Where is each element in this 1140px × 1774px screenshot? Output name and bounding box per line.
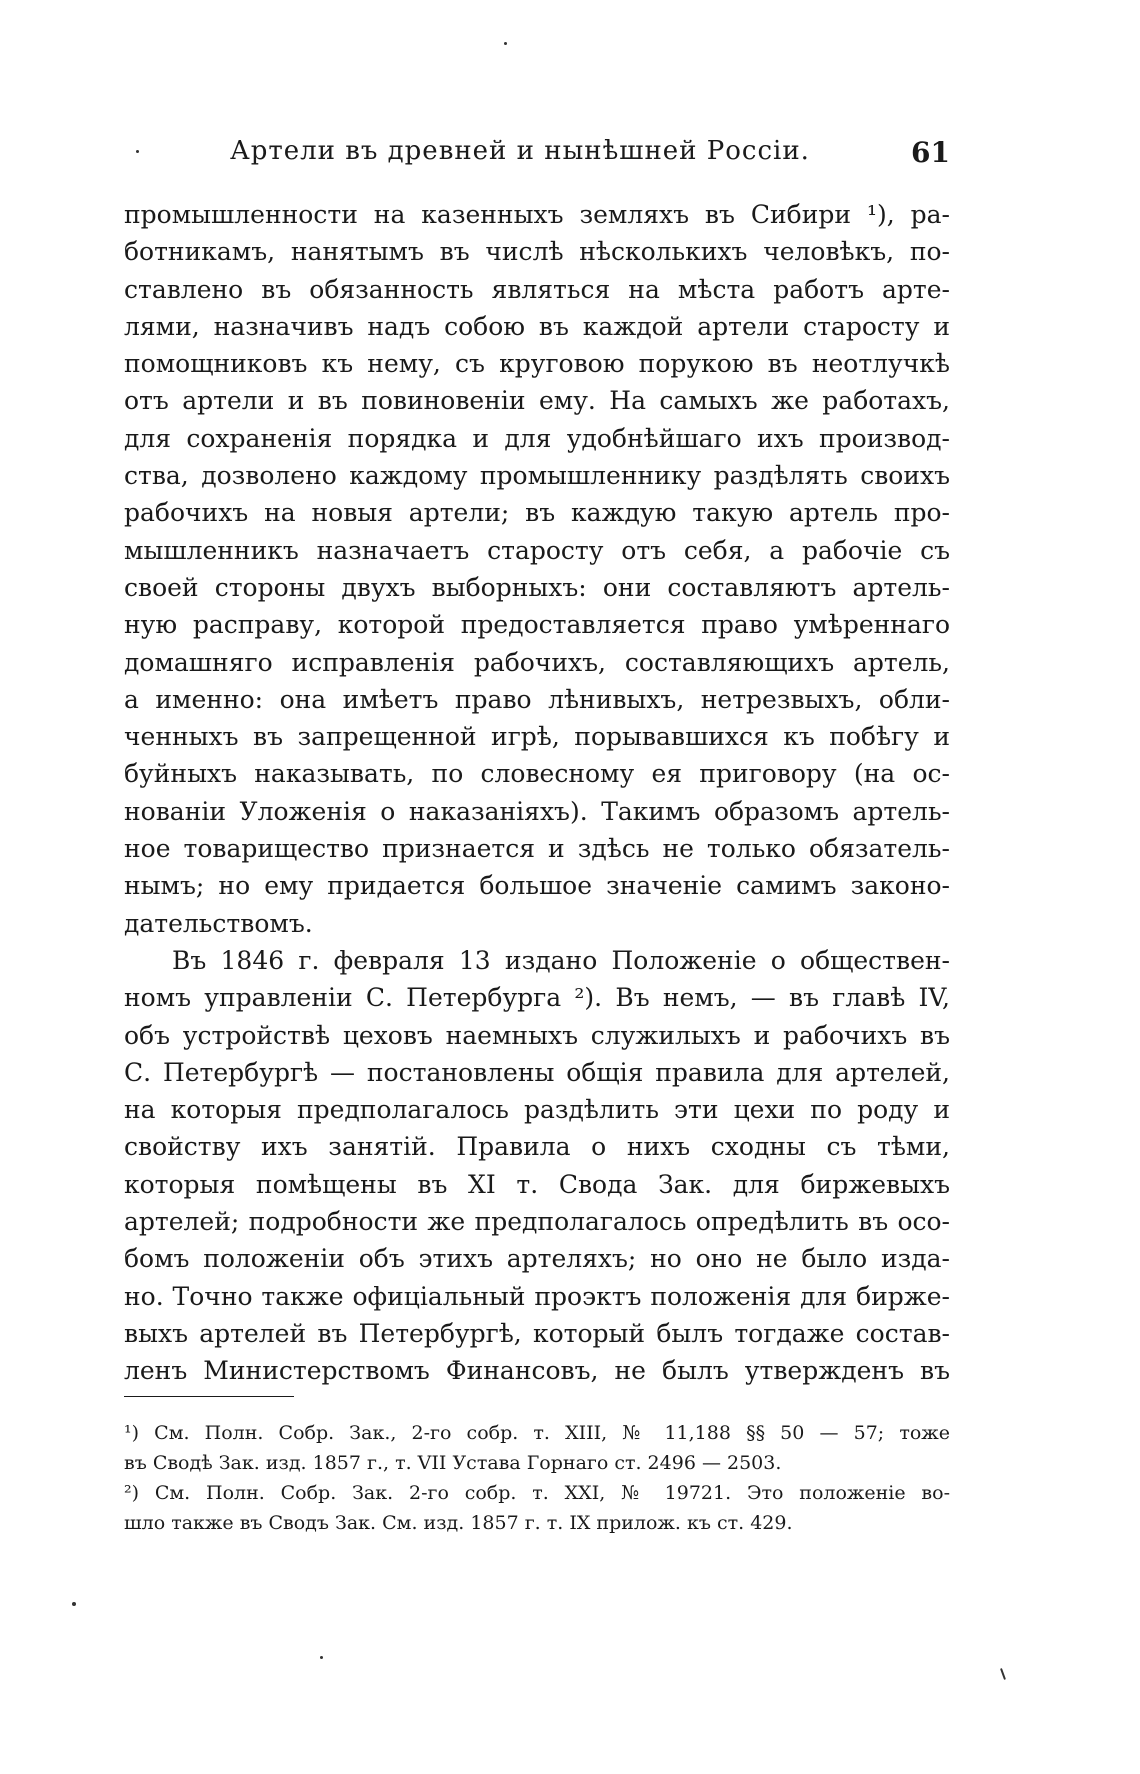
running-title: Артели въ древней и нынѣшней Россіи.	[230, 136, 810, 166]
footnote-line: шло также въ Сводъ Зак. См. изд. 1857 г. т. IX прилож. къ ст. 429.	[124, 1512, 793, 1534]
text-line: артелей; подробности же предполагалось опредѣлить въ осо-	[124, 1207, 950, 1237]
text-line: отъ артели и въ повиновеніи ему. На самыхъ же работахъ,	[124, 386, 950, 416]
text-line: помощниковъ къ нему, съ круговою порукою въ неотлучкѣ	[124, 349, 950, 379]
text-line: промышленности на казенныхъ земляхъ въ Сибири ¹), ра-	[124, 200, 950, 229]
footnotes	[124, 1418, 950, 1538]
text-line: для сохраненія порядка и для удобнѣйшаго ихъ производ-	[124, 423, 950, 453]
text-line: свойству ихъ занятій. Правила о нихъ сходны съ тѣми,	[124, 1132, 950, 1162]
footnote-divider	[124, 1396, 294, 1397]
text-line: нымъ; но ему придается большое значеніе самимъ законо-	[124, 871, 950, 901]
footnote-line: ²) См. Полн. Собр. Зак. 2-го собр. т. XXI, № 19721. Это положеніе во-	[124, 1482, 950, 1504]
text-line: а именно: она имѣетъ право лѣнивыхъ, нетрезвыхъ, обли-	[124, 684, 950, 714]
page-header	[230, 136, 950, 176]
text-line: буйныхъ наказывать, по словесному ея приговору (на ос-	[124, 759, 950, 789]
text-line: ботникамъ, нанятымъ въ числѣ нѣсколькихъ человѣкъ, по-	[124, 237, 950, 267]
text-line: своей стороны двухъ выборныхъ: они составляютъ артель-	[124, 572, 950, 602]
text-line: объ устройствѣ цеховъ наемныхъ служилыхъ и рабочихъ въ	[124, 1020, 950, 1050]
text-line: С. Петербургѣ — постановлены общія правила для артелей,	[124, 1057, 950, 1087]
text-line: бомъ положеніи объ этихъ артеляхъ; но оно не было изда-	[124, 1244, 950, 1274]
page-number: 61	[911, 136, 950, 169]
paragraph-end-line: дательствомъ.	[124, 908, 313, 938]
text-line: ную расправу, которой предоставляется право умѣреннаго	[124, 610, 950, 640]
text-line: мышленникъ назначаетъ старосту отъ себя, а рабочіе съ	[124, 535, 950, 565]
scan-speck	[1000, 1668, 1006, 1680]
text-line: нованіи Уложенія о наказаніяхъ). Такимъ образомъ артель-	[124, 796, 950, 826]
text-line: которыя помѣщены въ XI т. Свода Зак. для биржевыхъ	[124, 1169, 950, 1199]
scan-speck	[320, 1656, 323, 1659]
text-line: ставлено въ обязанность являться на мѣста работъ арте-	[124, 274, 950, 304]
text-line: ства, дозволено каждому промышленнику раздѣлять своихъ	[124, 461, 950, 491]
text-line: номъ управленіи С. Петербурга ²). Въ немъ, — въ главѣ IV,	[124, 983, 950, 1013]
body-text	[124, 196, 950, 1390]
paragraph-start-line: Въ 1846 г. февраля 13 издано Положеніе о обществен-	[172, 945, 950, 975]
scan-speck	[72, 1602, 76, 1606]
footnote-line: въ Сводѣ Зак. изд. 1857 г., т. VII Устава Горнаго ст. 2496 — 2503.	[124, 1452, 782, 1474]
footnote-line: ¹) См. Полн. Собр. Зак., 2-го собр. т. XIII, № 11,188 §§ 50 — 57; тоже	[124, 1422, 950, 1444]
text-line: выхъ артелей въ Петербургѣ, который былъ тогдаже состав-	[124, 1318, 950, 1348]
text-line: лями, назначивъ надъ собою въ каждой артели старосту и	[124, 311, 950, 341]
text-line: рабочихъ на новыя артели; въ каждую такую артель про-	[124, 498, 950, 528]
scan-speck	[504, 42, 507, 45]
text-line: ное товарищество признается и здѣсь не только обязатель-	[124, 834, 950, 864]
text-line: ленъ Министерствомъ Финансовъ, не былъ утвержденъ въ	[124, 1356, 950, 1386]
text-line: домашняго исправленія рабочихъ, составляющихъ артель,	[124, 647, 950, 677]
text-line: на которыя предполагалось раздѣлить эти цехи по роду и	[124, 1095, 950, 1125]
text-line: ченныхъ въ запрещенной игрѣ, порывавшихся къ побѣгу и	[124, 722, 950, 752]
scan-speck	[136, 150, 139, 153]
text-line: но. Точно также офиціальный проэктъ положенія для бирже-	[124, 1281, 950, 1311]
